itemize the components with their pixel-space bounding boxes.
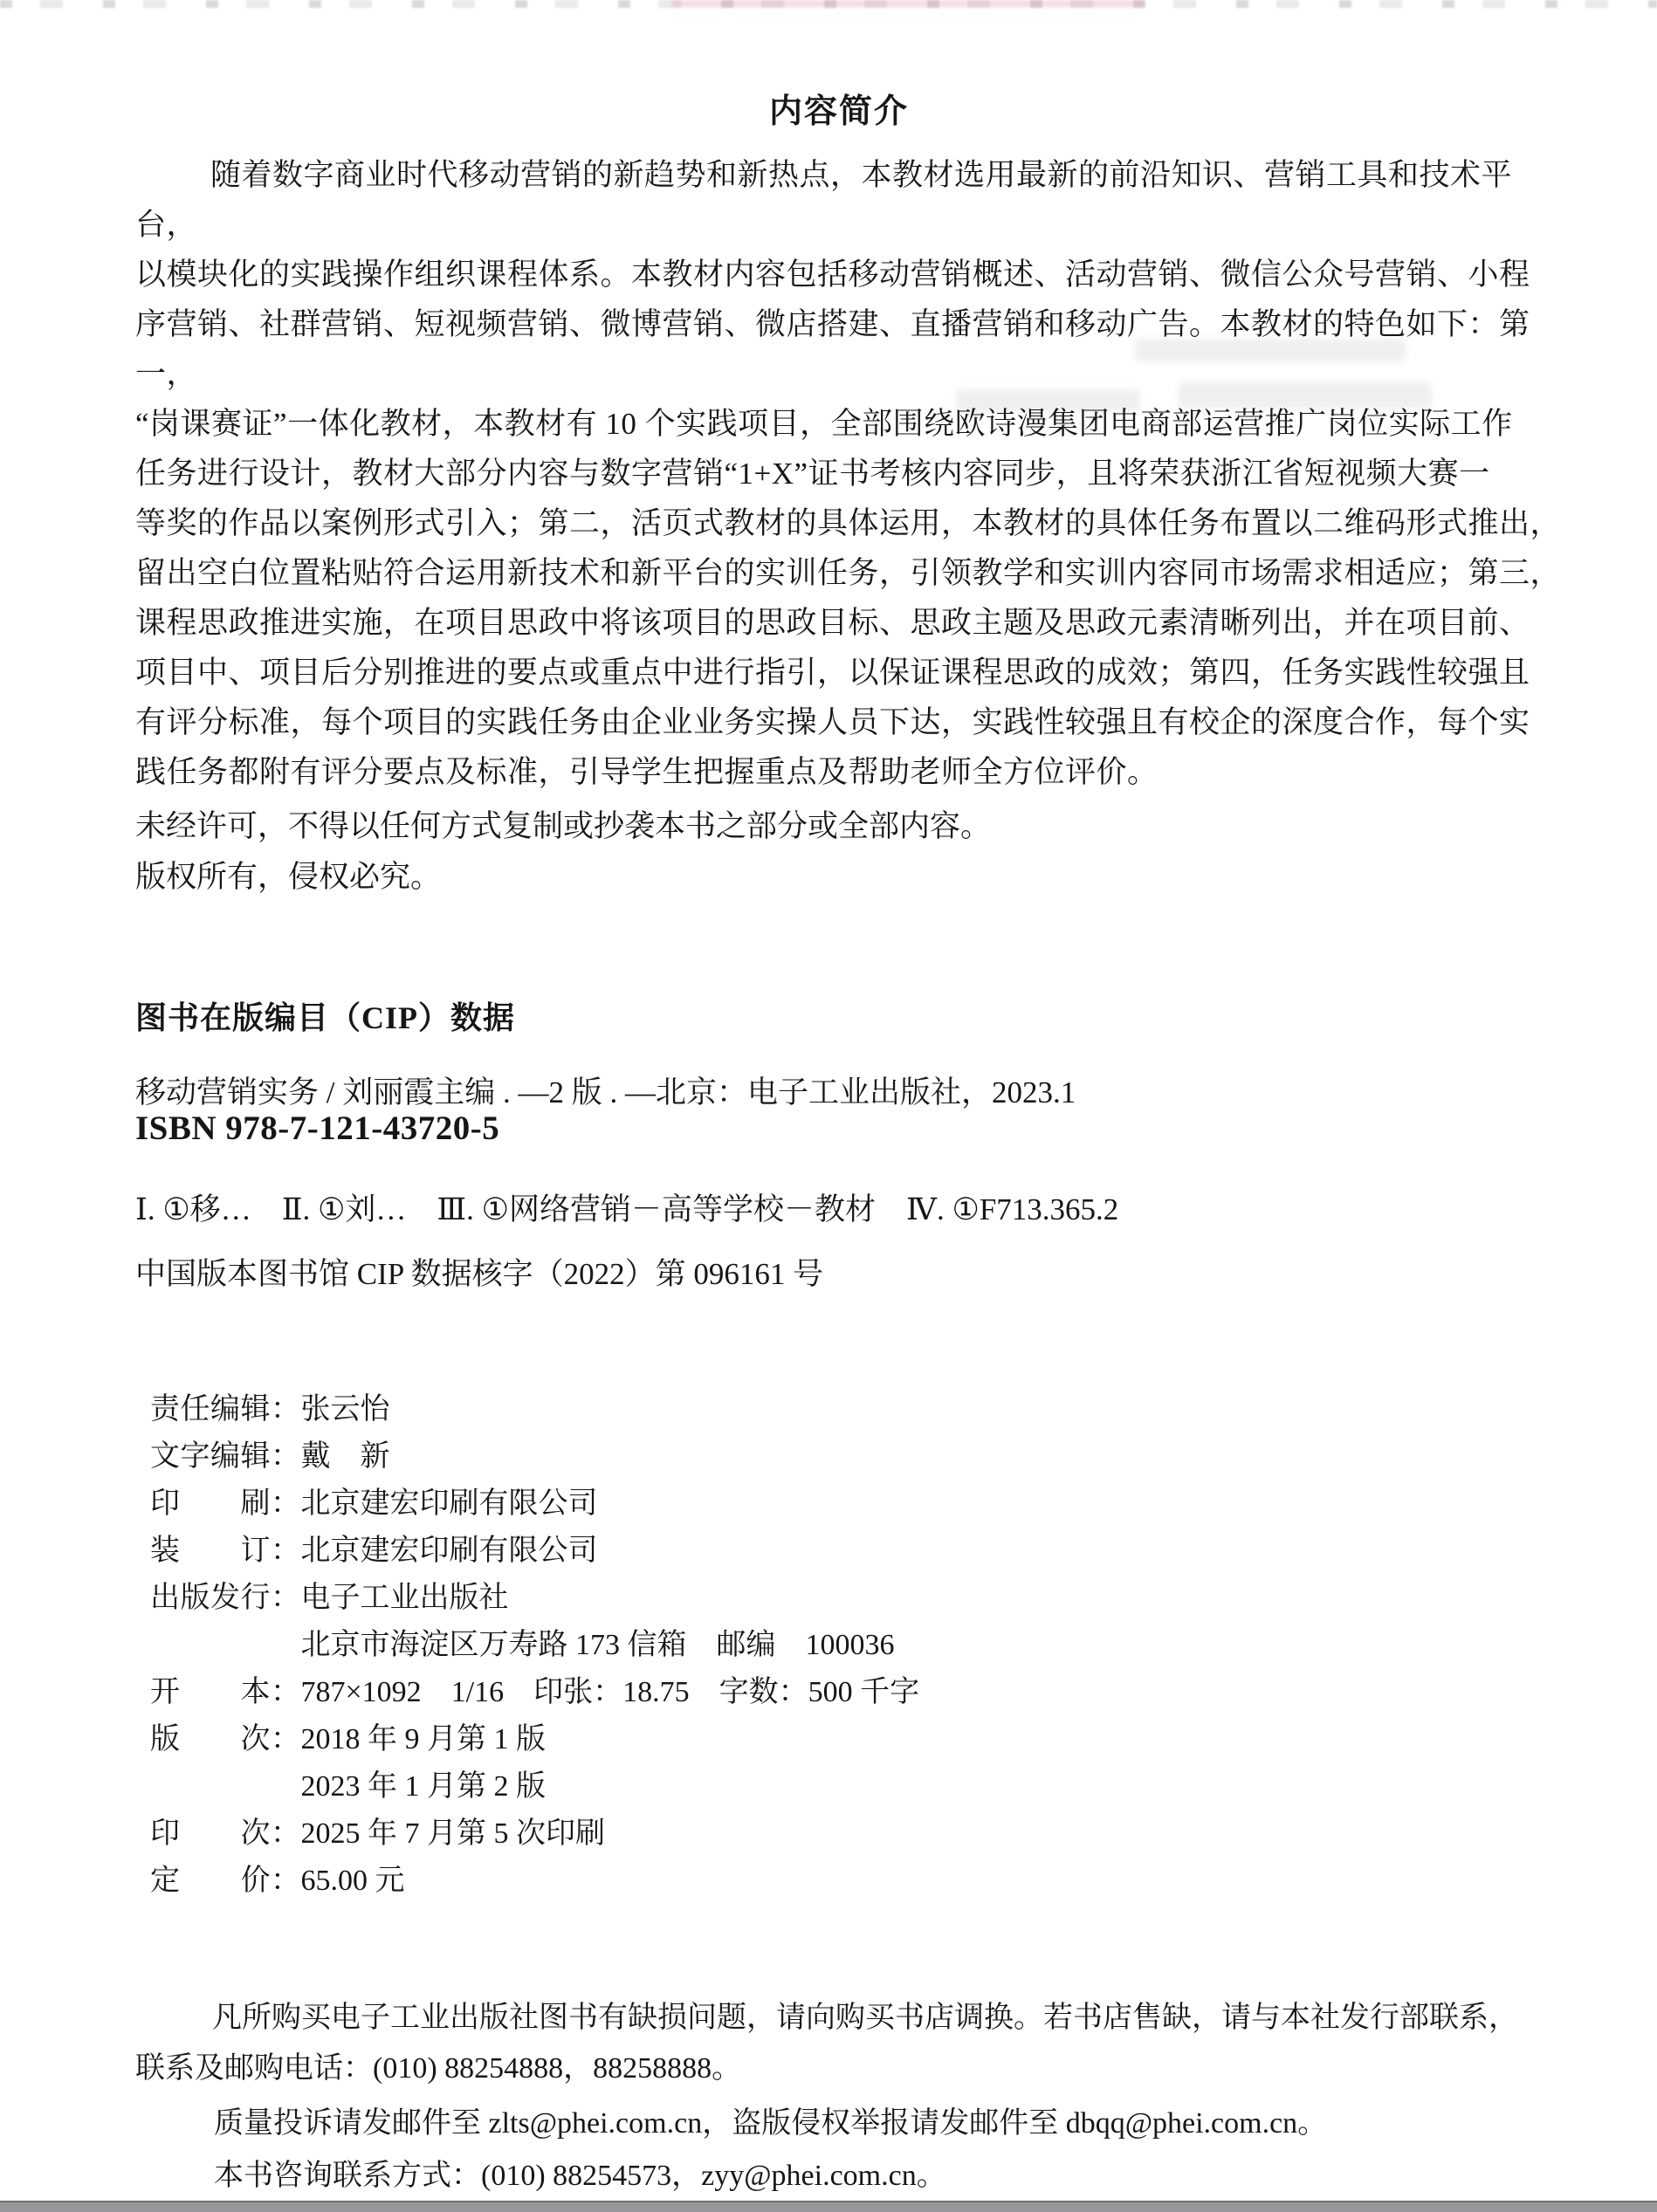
publication-row — [150, 1858, 919, 1905]
section-title: 内容简介 — [768, 93, 909, 130]
publication-row-label: 印 刷： — [150, 1487, 301, 1520]
text-line: 留出空白位置粘贴符合运用新技术和新平台的实训任务，引领教学和实训内容同市场需求相适应；第三， — [135, 556, 1562, 590]
copyright-statement — [135, 801, 991, 903]
publication-row — [150, 1433, 919, 1480]
text-line: 践任务都附有评分要点及标准，引导学生把握重点及帮助老师全方位评价。 — [135, 755, 1159, 789]
publication-row-value: 2023 年 1 月第 2 版 — [300, 1770, 546, 1803]
publication-row — [150, 1528, 919, 1575]
publication-row-label: 装 订： — [150, 1535, 301, 1567]
publication-row-value: 北京市海淀区万寿路 173 信箱 邮编 100036 — [300, 1629, 895, 1661]
publication-row — [150, 1622, 919, 1669]
publication-row-value: 北京建宏印刷有限公司 — [300, 1535, 598, 1567]
book-contact-line: 本书咨询联系方式：(010) 88254573，zyy@phei.com.cn。 — [214, 2160, 946, 2192]
publication-row — [150, 1575, 919, 1622]
publication-row-value: 电子工业出版社 — [300, 1582, 509, 1614]
publication-row — [150, 1763, 919, 1810]
scan-edge-shadow — [0, 2201, 1657, 2212]
publication-row-value: 65.00 元 — [300, 1865, 405, 1897]
text-line: 项目中、项目后分别推进的要点或重点中进行指引，以保证课程思政的成效；第四，任务实践性较强且 — [135, 656, 1530, 690]
publication-row-value: 张云怡 — [300, 1393, 390, 1425]
text-line: 随着数字商业时代移动营销的新趋势和新热点，本教材选用最新的前沿知识、营销工具和技术平台， — [135, 158, 1513, 242]
publication-row-label: 出版发行： — [150, 1582, 301, 1614]
publication-row-label: 文字编辑： — [150, 1440, 301, 1473]
publication-row — [150, 1716, 919, 1763]
scan-pink-smudge-artifact — [672, 0, 1144, 7]
publication-row-label — [150, 1770, 301, 1803]
publication-row-value: 2025 年 7 月第 5 次印刷 — [300, 1817, 605, 1850]
intro-paragraph — [135, 150, 1567, 797]
text-line: “岗课赛证”一体化教材，本教材有 10 个实践项目，全部围绕欧诗漫集团电商部运营推广岗位实际工作 — [135, 407, 1513, 441]
text-line: 有评分标准，每个项目的实践任务由企业业务实操人员下达，实践性较强且有校企的深度合作，每个实 — [135, 705, 1530, 739]
text-line: 以模块化的实践操作组织课程体系。本教材内容包括移动营销概述、活动营销、微信公众号营销、小程 — [135, 258, 1530, 292]
cip-record-number: 中国版本图书馆 CIP 数据核字（2022）第 096161 号 — [135, 1257, 824, 1291]
publication-row-label: 责任编辑： — [150, 1393, 301, 1425]
purchase-notice — [135, 1993, 1585, 2094]
publication-row-value: 戴 新 — [300, 1440, 390, 1473]
publication-row-label — [150, 1629, 301, 1661]
publication-row-label: 印 次： — [150, 1817, 301, 1850]
cip-classification: Ⅰ. ①移… Ⅱ. ①刘… Ⅲ. ①网络营销－高等学校－教材 Ⅳ. ①F713.365.2 — [135, 1192, 1119, 1226]
publication-row-label: 开 本： — [150, 1676, 301, 1708]
publication-details — [150, 1386, 919, 1905]
publication-row — [150, 1810, 919, 1858]
text-line: 未经许可，不得以任何方式复制或抄袭本书之部分或全部内容。 — [135, 809, 992, 843]
publication-row-label: 定 价： — [150, 1865, 301, 1897]
publication-row-label: 版 次： — [150, 1723, 301, 1755]
text-line: 课程思政推进实施，在项目思政中将该项目的思政目标、思政主题及思政元素清晰列出，并在项目前、 — [135, 606, 1530, 640]
publication-row-value: 2018 年 9 月第 1 版 — [300, 1723, 546, 1755]
publication-row-value: 北京建宏印刷有限公司 — [300, 1487, 598, 1520]
text-line: 序营销、社群营销、短视频营销、微博营销、微店搭建、直播营销和移动广告。本教材的特色如下：第一， — [135, 307, 1530, 391]
text-line: 凡所购买电子工业出版社图书有缺损问题，请向购买书店调换。若书店售缺，请与本社发行部联系， — [212, 2002, 1518, 2034]
publication-row-value: 787×1092 1/16 印张：18.75 字数：500 千字 — [300, 1676, 920, 1708]
publication-row — [150, 1480, 919, 1528]
text-line: 等奖的作品以案例形式引入；第二，活页式教材的具体运用，本教材的具体任务布置以二维码形式推出， — [135, 506, 1562, 540]
publication-row — [150, 1669, 919, 1716]
text-line: 版权所有，侵权必究。 — [135, 860, 442, 894]
cip-book-entry: 移动营销实务 / 刘丽霞主编 . —2 版 . —北京：电子工业出版社，2023.1 — [135, 1075, 1076, 1109]
text-line: 任务进行设计，教材大部分内容与数字营销“1+X”证书考核内容同步，且将荣获浙江省短视频大赛一 — [135, 457, 1490, 491]
cip-heading: 图书在版编目（CIP）数据 — [135, 1000, 515, 1035]
text-line: 联系及邮购电话：(010) 88254888，88258888。 — [135, 2052, 742, 2085]
complaint-email-line: 质量投诉请发邮件至 zlts@phei.com.cn，盗版侵权举报请发邮件至 dbqq@phei.com.cn。 — [214, 2107, 1328, 2140]
publication-row — [150, 1386, 919, 1433]
isbn-number: ISBN 978-7-121-43720-5 — [135, 1109, 500, 1147]
